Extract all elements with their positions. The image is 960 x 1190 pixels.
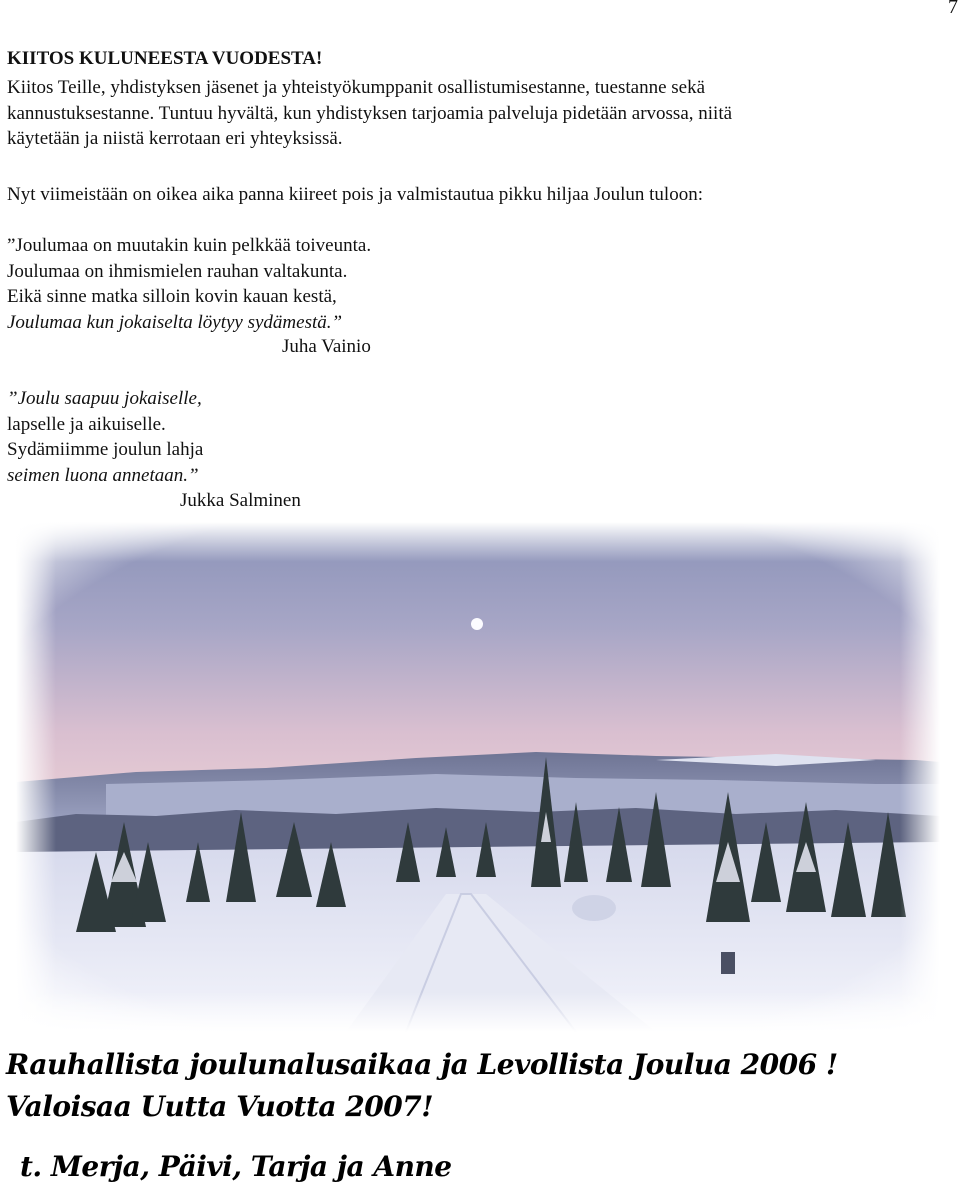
- new-year-greeting: Valoisaa Uutta Vuotta 2007!: [6, 1090, 434, 1123]
- winter-landscape-photo: [16, 522, 940, 1032]
- christmas-greeting: Rauhallista joulunalusaikaa ja Levollista Joulua 2006 !: [6, 1048, 838, 1081]
- poem-line: Joulumaa kun jokaiselta löytyy sydämestä.”: [7, 311, 343, 333]
- poem-jukka-salminen: [7, 386, 947, 488]
- intro-line: Kiitos Teille, yhdistyksen jäsenet ja yhteistyökumppanit osallistumisestanne, tuestanne sekä: [7, 77, 706, 98]
- page-heading: KIITOS KULUNEESTA VUODESTA!: [7, 48, 323, 69]
- poem-author: Juha Vainio: [282, 336, 371, 357]
- intro-paragraph: [7, 75, 947, 152]
- page-number: 7: [948, 0, 958, 18]
- intro-line: käytetään ja niistä kerrotaan eri yhteyksissä.: [7, 128, 343, 149]
- poem-line: ”Joulu saapuu jokaiselle,: [7, 388, 202, 409]
- poem-author: Jukka Salminen: [180, 490, 301, 511]
- poem-line: lapselle ja aikuiselle.: [7, 413, 166, 435]
- poem-line: ”Joulumaa on muutakin kuin pelkkää toiveunta.: [7, 235, 372, 256]
- poem-line: Sydämiimme joulun lahja: [7, 439, 204, 460]
- signature: t. Merja, Päivi, Tarja ja Anne: [20, 1150, 452, 1183]
- christmas-paragraph: Nyt viimeistään on oikea aika panna kiireet pois ja valmistautua pikku hiljaa Joulun tuloon:: [7, 184, 703, 205]
- intro-line: kannustuksestanne. Tuntuu hyvältä, kun yhdistyksen tarjoamia palveluja pidetään arvossa, niitä: [7, 102, 733, 124]
- poem-line: Eikä sinne matka silloin kovin kauan kestä,: [7, 286, 337, 307]
- poem-line: Joulumaa on ihmismielen rauhan valtakunta.: [7, 260, 348, 282]
- poem-line: seimen luona annetaan.”: [7, 464, 199, 486]
- poem-juha-vainio: [7, 233, 947, 335]
